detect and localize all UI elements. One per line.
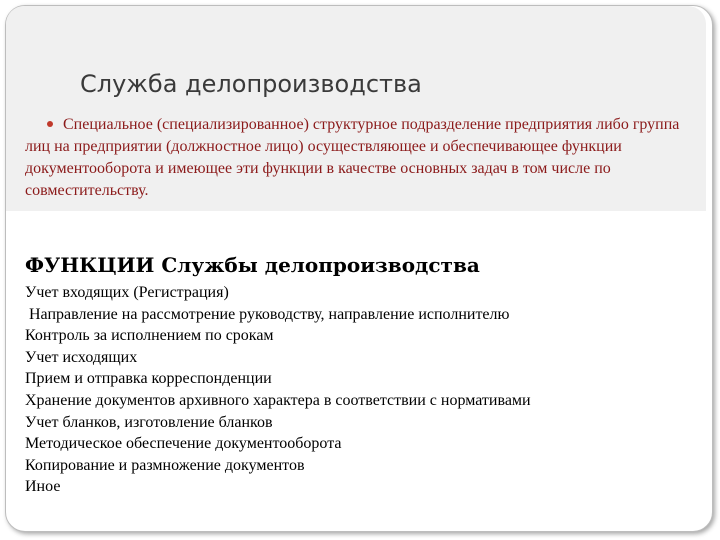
list-item: Учет бланков, изготовление бланков [25, 413, 273, 431]
list-item: Прием и отправка корреспонденции [25, 370, 272, 388]
slide-title: Служба делопроизводства [80, 70, 422, 98]
list-item: Методическое обеспечение документооборота [25, 435, 342, 453]
functions-list [25, 282, 705, 498]
functions-heading: ФУНКЦИИ Службы делопроизводства [25, 253, 480, 277]
list-item: Иное [25, 478, 61, 496]
list-item: Контроль за исполнением по срокам [25, 327, 274, 345]
list-item: Копирование и размножение документов [25, 456, 305, 474]
list-item: Направление на рассмотрение руководству, направление исполнителю [25, 305, 510, 323]
definition-text: Специальное (специализированное) структурное подразделение предприятия либо группа лиц на предприятии (должностное лицо) осуществляющее и обеспечивающее функции документооборота и имеющее эти функции в качестве основных задач в том числе по совместительству. [25, 116, 680, 199]
definition-paragraph [25, 114, 685, 202]
list-item: Учет исходящих [25, 348, 138, 366]
bullet-icon [47, 121, 53, 127]
list-item: Учет входящих (Регистрация) [25, 284, 229, 301]
list-item: Хранение документов архивного характера в соответствии с нормативами [25, 391, 531, 409]
